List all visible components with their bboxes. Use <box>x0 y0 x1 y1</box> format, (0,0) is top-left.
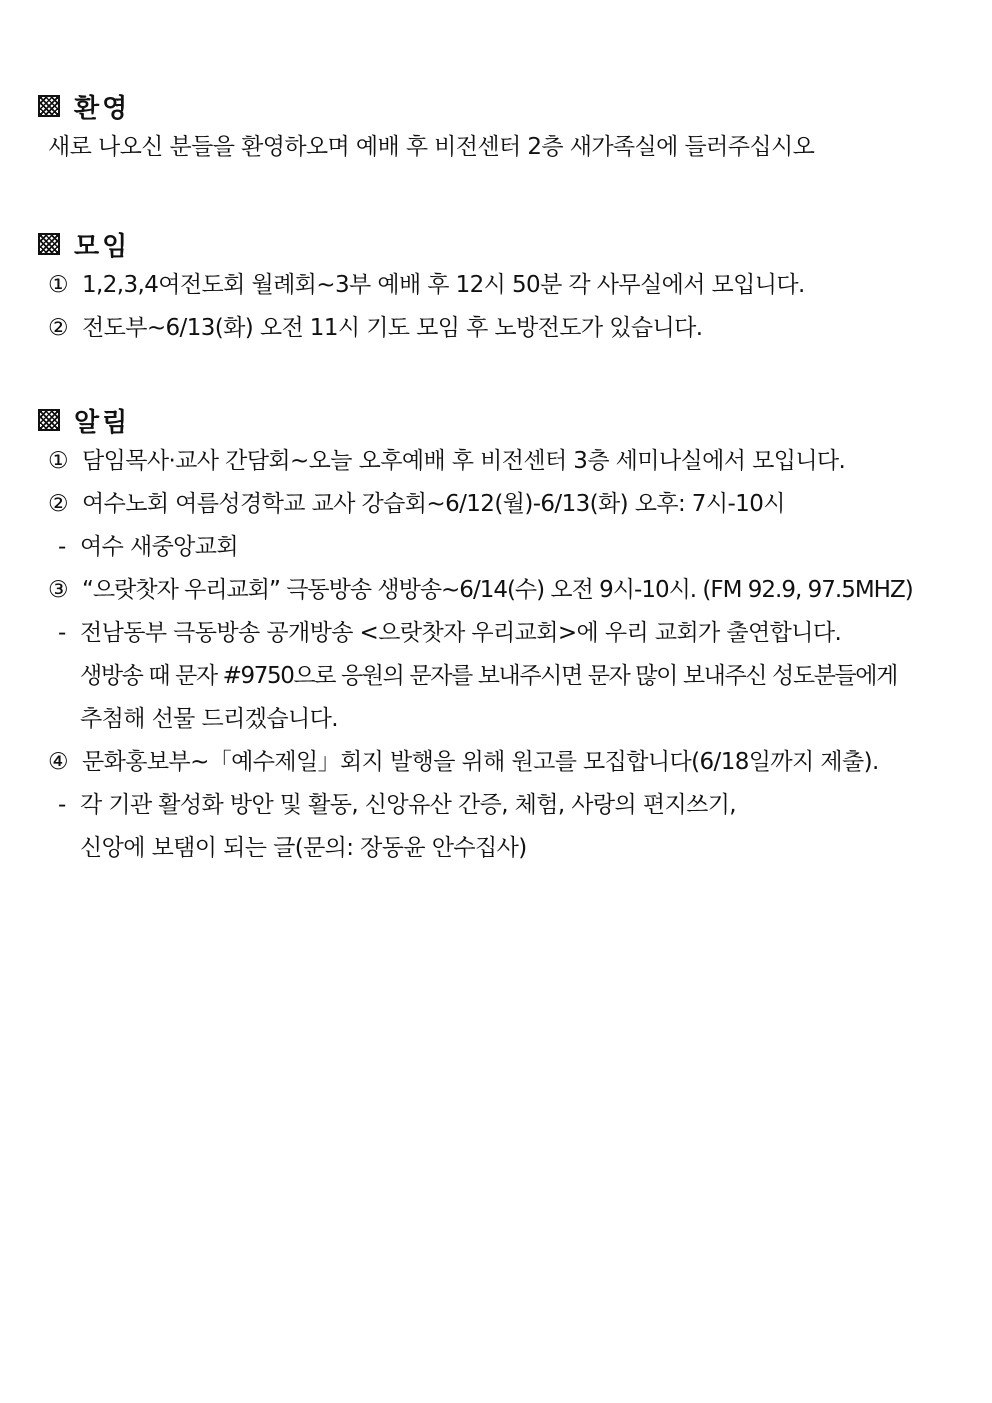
item-marker: ② <box>48 491 69 517</box>
checkered-square-icon <box>38 409 60 431</box>
sub-item <box>34 612 964 655</box>
list-item <box>34 483 964 526</box>
section-heading <box>34 86 964 126</box>
item-text: 담임목사·교사 간담회~오늘 오후예배 후 비전센터 3층 세미나실에서 모입니다. <box>82 448 846 474</box>
item-text: 여수노회 여름성경학교 교사 강습회~6/12(월)-6/13(화) 오후: 7시-10시 <box>82 491 785 517</box>
list-item <box>34 307 964 350</box>
notice-section <box>34 400 964 870</box>
section-title: 모임 <box>74 231 131 262</box>
item-marker: - <box>58 792 66 818</box>
section-title: 환영 <box>74 93 131 124</box>
welcome-section <box>34 86 964 169</box>
section-heading <box>34 400 964 440</box>
welcome-text: 새로 나오신 분들을 환영하오며 예배 후 비전센터 2층 새가족실에 들러주십시오 <box>48 134 815 160</box>
item-text: 전남동부 극동방송 공개방송 <으랏찻자 우리교회>에 우리 교회가 출연합니다. <box>80 620 842 646</box>
item-marker: - <box>58 620 66 646</box>
list-item <box>34 569 964 612</box>
list-item <box>34 264 964 307</box>
item-text: 각 기관 활성화 방안 및 활동, 신앙유산 간증, 체험, 사랑의 편지쓰기, <box>80 792 737 818</box>
item-marker: ④ <box>48 749 69 775</box>
item-marker: ① <box>48 272 69 298</box>
sub-item <box>34 526 964 569</box>
item-marker: ① <box>48 448 69 474</box>
item-text: 전도부~6/13(화) 오전 11시 기도 모임 후 노방전도가 있습니다. <box>82 315 703 341</box>
item-text: 1,2,3,4여전도회 월례회~3부 예배 후 12시 50분 각 사무실에서 모입니다. <box>82 272 805 298</box>
checkered-square-icon <box>38 95 60 117</box>
continuation-line: 신앙에 보탬이 되는 글(문의: 장동윤 안수집사) <box>80 835 527 861</box>
list-item <box>34 741 964 784</box>
sub-item <box>34 784 964 827</box>
section-title: 알림 <box>74 407 131 438</box>
item-text: 문화홍보부~「예수제일」회지 발행을 위해 원고를 모집합니다(6/18일까지 제출). <box>82 749 879 775</box>
item-text: “으랏찻자 우리교회” 극동방송 생방송~6/14(수) 오전 9시-10시. (FM 92.9, 97.5MHZ) <box>82 577 913 603</box>
continuation-line: 생방송 때 문자 #9750으로 응원의 문자를 보내주시면 문자 많이 보내주신 성도분들에게 <box>80 663 897 689</box>
item-marker: ③ <box>48 577 68 603</box>
checkered-square-icon <box>38 233 60 255</box>
item-marker: ② <box>48 315 69 341</box>
section-heading <box>34 224 964 264</box>
meeting-section <box>34 224 964 350</box>
item-marker: - <box>58 534 66 560</box>
continuation-line: 추첨해 선물 드리겠습니다. <box>80 706 338 732</box>
list-item <box>34 440 964 483</box>
item-text: 여수 새중앙교회 <box>80 534 239 560</box>
